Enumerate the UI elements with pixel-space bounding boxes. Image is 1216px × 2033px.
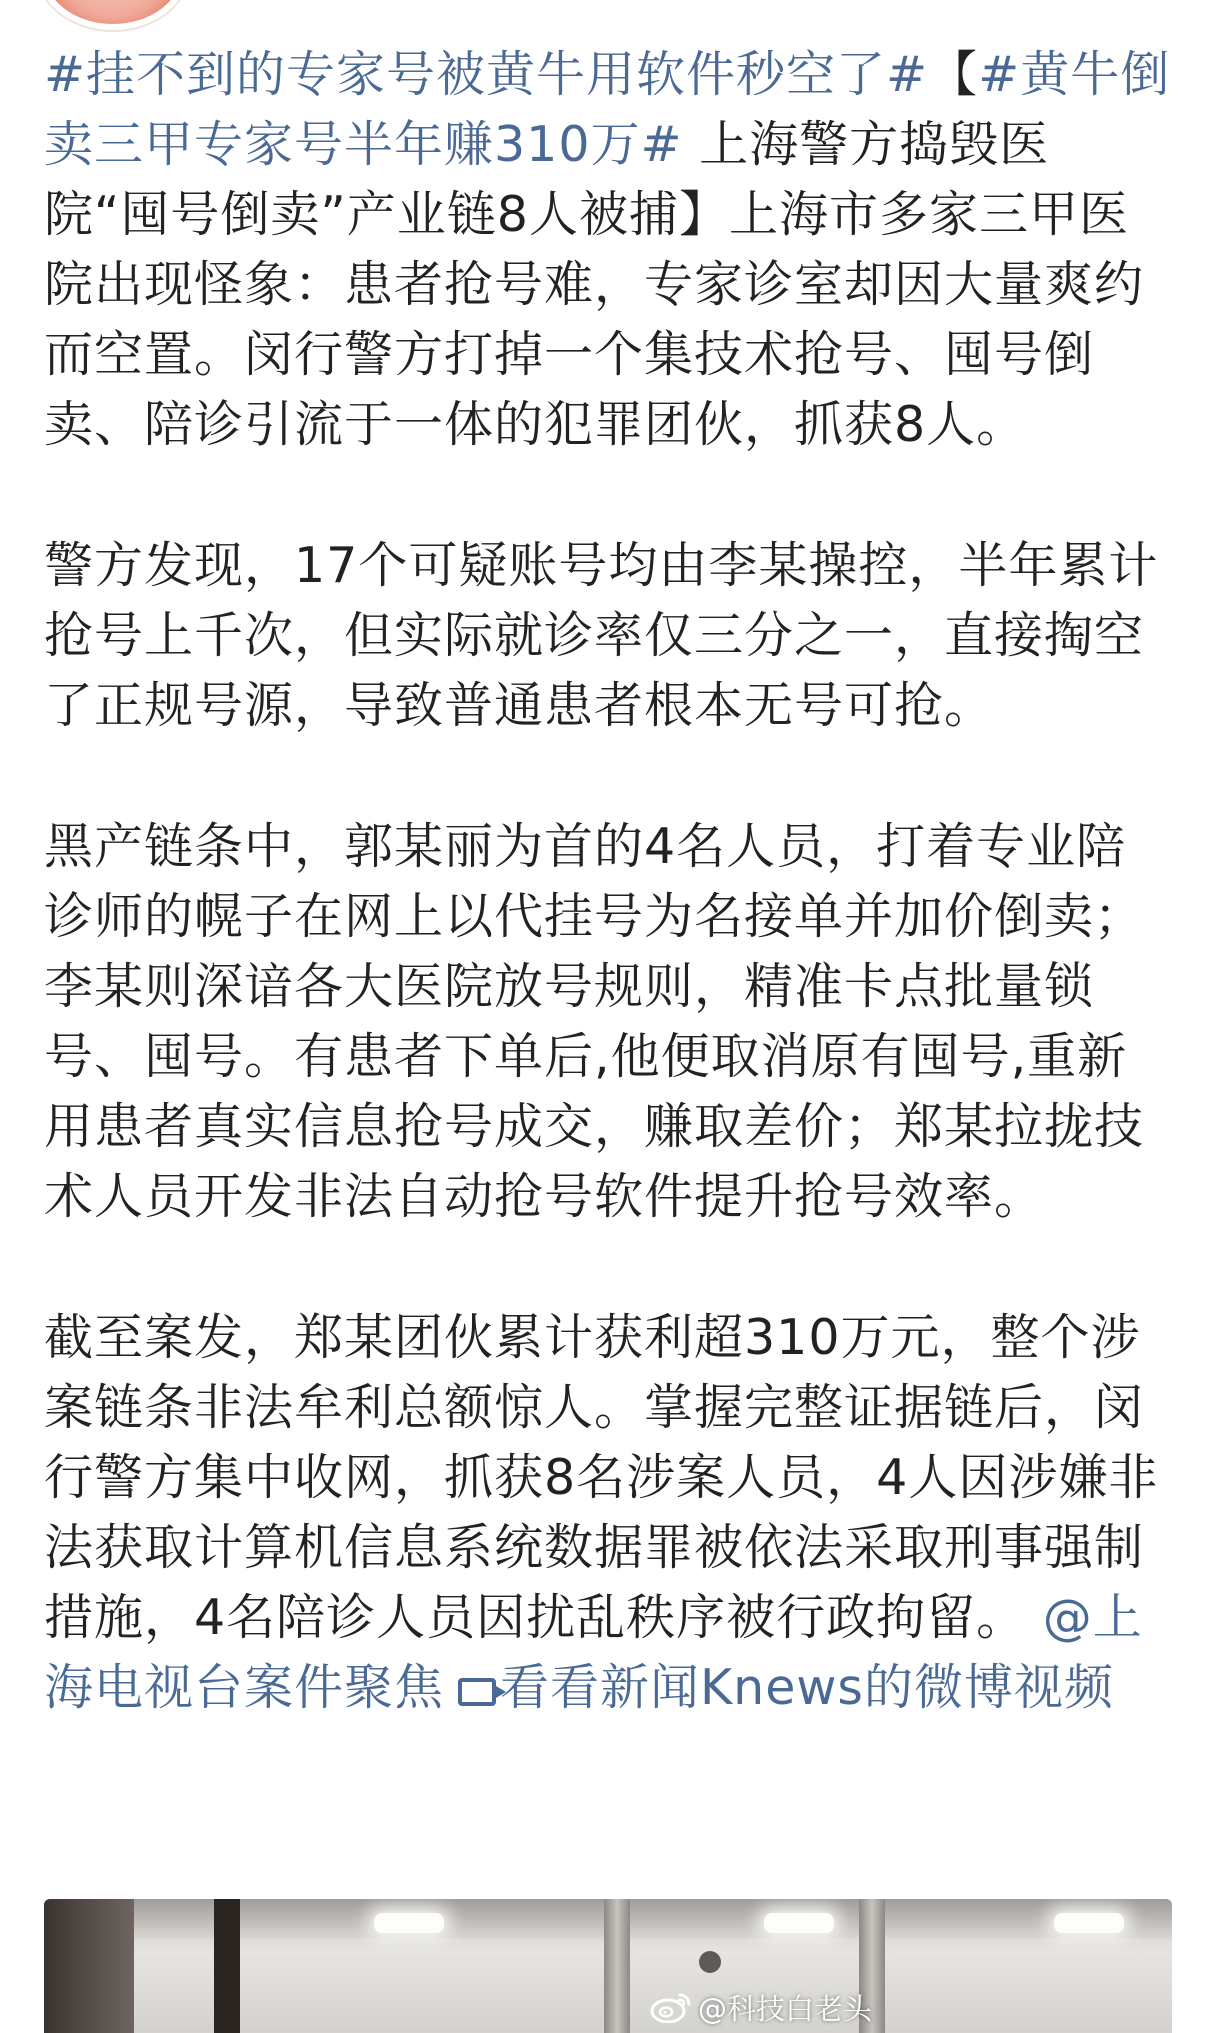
user-mention-link[interactable]: @上海电视台案件聚焦	[44, 1589, 1143, 1716]
weibo-logo-icon	[650, 1991, 692, 2023]
watermark	[650, 1987, 872, 2027]
watermark-text: @科技白老头	[698, 1991, 873, 2026]
video-link[interactable]: 看看新闻Knews的微博视频	[500, 1659, 1114, 1716]
camera-icon	[699, 1951, 721, 1973]
bracket-open: 【	[928, 46, 979, 103]
video-icon[interactable]	[458, 1678, 496, 1706]
thumbnail-light	[1054, 1913, 1124, 1933]
post-body	[44, 40, 1174, 1723]
avatar[interactable]	[38, 0, 188, 30]
post-paragraph-2: 警方发现，17个可疑账号均由李某操控，半年累计抢号上千次，但实际就诊率仅三分之一，直接掏空了正规号源，导致普通患者根本无号可抢。	[44, 537, 1159, 734]
video-thumbnail[interactable]	[44, 1899, 1172, 2033]
post-paragraph-4	[44, 1303, 1174, 1723]
post-paragraph-3: 黑产链条中，郭某丽为首的4名人员，打着专业陪诊师的幌子在网上以代挂号为名接单并加价倒卖；李某则深谙各大医院放号规则，精准卡点批量锁号、囤号。有患者下单后,他便取消原有囤号,重新用患者真实信息抢号成交，赚取差价；郑某拉拢技术人员开发非法自动抢号软件提升抢号效率。	[44, 818, 1145, 1225]
post-text: 截至案发，郑某团伙累计获利超310万元，整个涉案链条非法牟利总额惊人。掌握完整证据链后，闵行警方集中收网，抓获8名涉案人员，4人因涉嫌非法获取计算机信息系统数据罪被依法采取刑事强制措施，4名陪诊人员因扰乱秩序被行政拘留。	[44, 1309, 1159, 1646]
thumbnail-wall	[44, 1899, 134, 2033]
thumbnail-pillar	[604, 1899, 630, 2033]
thumbnail-light	[374, 1913, 444, 1933]
post-paragraph-1	[44, 40, 1174, 460]
hashtag-link[interactable]: #黄牛倒卖三甲专家号半年赚310万#	[44, 46, 1171, 173]
hashtag-link[interactable]: #挂不到的专家号被黄牛用软件秒空了#	[44, 46, 929, 103]
thumbnail-light	[764, 1913, 834, 1933]
post-text: 上海警方捣毁医院“囤号倒卖”产业链8人被捕】上海市多家三甲医院出现怪象：患者抢号难，专家诊室却因大量爽约而空置。闵行警方打掉一个集技术抢号、囤号倒卖、陪诊引流于一体的犯罪团伙，抓获8人。	[44, 116, 1145, 453]
thumbnail-wall	[214, 1899, 240, 2033]
